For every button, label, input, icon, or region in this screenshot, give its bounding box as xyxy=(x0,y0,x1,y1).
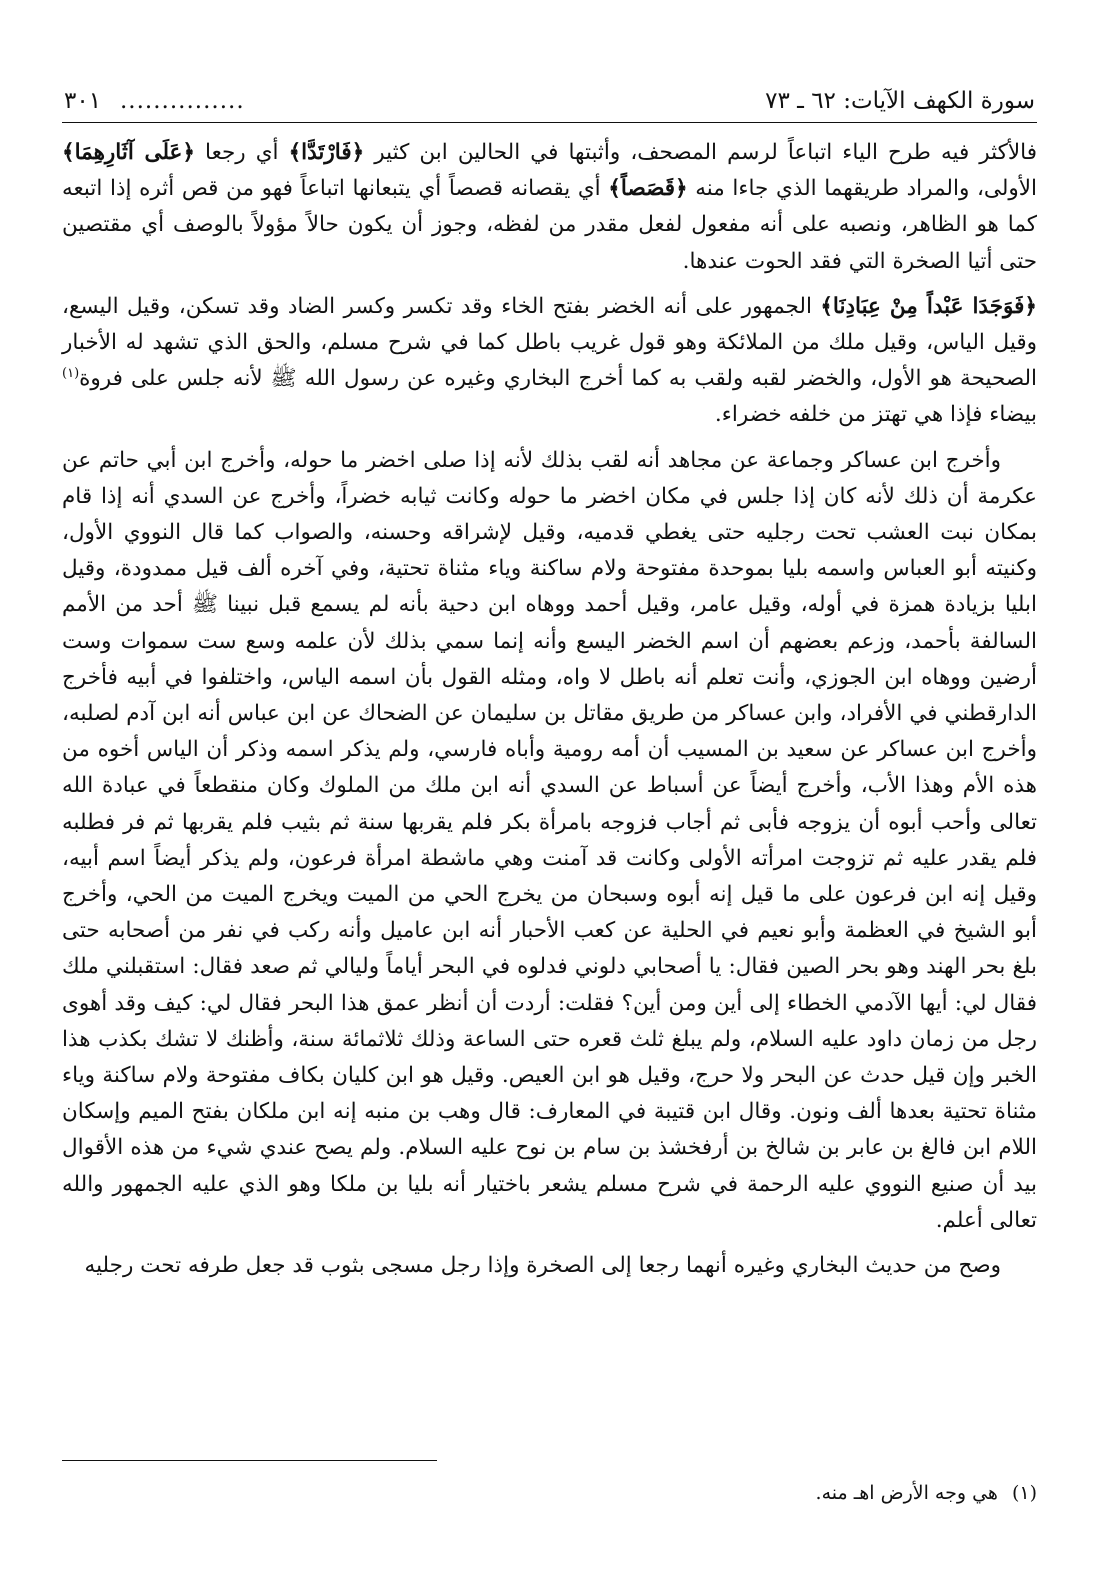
footnote-marker: (١) xyxy=(1011,1482,1037,1504)
text-segment: وصح من حديث البخاري وغيره أنهما رجعا إلى الصخرة وإذا رجل مسجى بثوب قد جعل طرفه تحت رجليه xyxy=(84,1253,1001,1279)
text-segment: أي رجعا xyxy=(194,140,289,165)
running-title: سورة الكهف الآيات: ٦٢ ـ ٧٣ xyxy=(765,88,1035,114)
page-header xyxy=(62,80,1037,123)
text-segment: فالأكثر فيه طرح الياء اتباعاً لرسم المصحف، وأثبتها في الحالين ابن كثير xyxy=(364,140,1037,165)
page-number: ٣٠١ xyxy=(64,88,102,114)
quran-quote: ﴿عَلَى آثَارِهِمَا﴾ xyxy=(62,140,195,165)
quran-quote: ﴿فَارْتَدَّا﴾ xyxy=(288,140,365,165)
quran-quote: ﴿قَصَصاً﴾ xyxy=(608,176,688,202)
leader-dots: ............... xyxy=(120,88,245,114)
footnote xyxy=(62,1478,1037,1508)
page xyxy=(62,80,1037,1293)
footnote-reference: (١) xyxy=(62,366,80,382)
paragraph xyxy=(62,135,1037,280)
text-segment: الأولى، والمراد طريقهما الذي جاءا منه xyxy=(687,176,1037,202)
text-segment: أي يقصانه قصصاً أي يتبعانها اتباعاً فهو من قص أثره إذا اتبعه كما هو الظاهر، ونصبه على أنه مفعول لفعل مقدر من لفظه، وجوز أن يكون حالاً مؤولاً بالوصف أي مقتصين حتى أتيا الصخرة التي فقد الحوت عندها. xyxy=(62,176,1037,274)
text-segment: الجمهور على أنه الخضر بفتح الخاء وقد تكسر وكسر الضاد وقد تسكن، وقيل اليسع، وقيل الياس، وقيل ملك من الملائكة وهو قول غريب باطل كما في شرح مسلم، والحق الذي تشهد له الأخبار الصحيحة هو الأول، والخضر لقبه ولقب به كما أخرج البخاري وغيره عن رسول الله ﷺ لأنه جلس على فروة xyxy=(62,293,1037,392)
text-segment: وأخرج ابن عساكر وجماعة عن مجاهد أنه لقب بذلك لأنه إذا صلى اخضر ما حوله، وأخرج ابن أبي حاتم عن عكرمة أن ذلك لأنه كان إذا جلس في مكان اخضر ما حوله وكانت ثيابه خضراً، وأخرج عن السدي أنه إذا قام بمكان نبت العشب تحت رجليه حتى يغطي قدميه، وقيل لإشراقه وحسنه، والصواب كما قال النووي الأول، وكنيته أبو العباس واسمه بليا بموحدة مفتوحة ولام ساكنة وياء مثناة تحتية، وفي آخره ألف قيل ممدودة، وقيل ابليا بزيادة همزة في أوله، وقيل عامر، وقيل أحمد ووهاه ابن دحية بأنه لم يسمع قبل نبينا ﷺ أحد من الأمم السالفة بأحمد، وزعم بعضهم أن اسم الخضر اليسع وأنه إنما سمي بذلك لأن علمه وسع ست سموات وست أرضين ووهاه ابن الجوزي، وأنت تعلم أنه باطل لا واه، ومثله القول بأن اسمه الياس، واختلفوا في أبيه فأخرج الدارقطني في الأفراد، وابن عساكر من طريق مقاتل بن سليمان عن الضحاك عن ابن عباس أنه ابن آدم لصلبه، وأخرج ابن عساكر عن سعيد بن المسيب أن أمه رومية وأباه فارسي، ولم يذكر اسمه وذكر أن الياس أخوه من هذه الأم وهذا الأب، وأخرج أيضاً عن أسباط عن السدي أنه ابن ملك من الملوك وكان منقطعاً في عبادة الله تعالى وأحب أبوه أن يزوجه فأبى ثم أجاب فزوجه بامرأة بكر فلم يقربها سنة ثم بثيب فلم يقربها ثم فر فطلبه فلم يقدر عليه ثم تزوجت امرأته الأولى وكانت قد آمنت وهي ماشطة امرأة فرعون، ولم يذكر أيضاً اسم أبيه، وقيل إنه ابن فرعون على ما قيل إنه أبوه وسبحان من يخرج الحي من الميت ويخرج الميت من الحي، وأخرج أبو الشيخ في العظمة وأبو نعيم في الحلية عن كعب الأحبار أنه ابن عاميل وأنه ركب في نفر من أصحابه حتى بلغ بحر الهند وهو بحر الصين فقال: يا أصحابي دلوني فدلوه في البحر أياماً وليالي ثم صعد فقال: استقبلني ملك فقال لي: أيها الآدمي الخطاء إلى أين ومن أين؟ فقلت: أردت أن أنظر عمق هذا البحر فقال لي: كيف وقد أهوى رجل من زمان داود عليه السلام، ولم يبلغ ثلث قعره حتى الساعة وذلك ثلاثمائة سنة، وأظنك لا تشك بكذب هذا الخبر وإن قيل حدث عن البحر ولا حرج، وقيل هو ابن العيص. وقيل هو ابن كليان بكاف مفتوحة ولام ساكنة وياء مثناة تحتية بعدها ألف ونون. وقال ابن قتيبة في المعارف: قال وهب بن منبه إنه ابن ملكان بفتح الميم وإسكان اللام ابن فالغ بن عابر بن شالخ بن أرفخشذ بن سام بن نوح عليه السلام. ولم يصح عندي شيء من هذه الأقوال بيد أن صنيع النووي عليه الرحمة في شرح مسلم يشعر باختيار أنه بليا بن ملكا وهو الذي عليه الجمهور والله تعالى أعلم. xyxy=(62,447,1037,1233)
footnote-divider xyxy=(62,1460,437,1461)
paragraph xyxy=(62,1248,1037,1284)
text-segment: بيضاء فإذا هي تهتز من خلفه خضراء. xyxy=(714,402,1037,428)
main-text xyxy=(62,135,1037,1284)
quran-quote: ﴿فَوَجَدَا عَبْداً مِنْ عِبَادِنَا﴾ xyxy=(820,293,1037,319)
paragraph xyxy=(62,443,1037,1239)
paragraph xyxy=(62,289,1037,434)
footnote-text: هي وجه الأرض اهـ منه. xyxy=(815,1482,998,1504)
